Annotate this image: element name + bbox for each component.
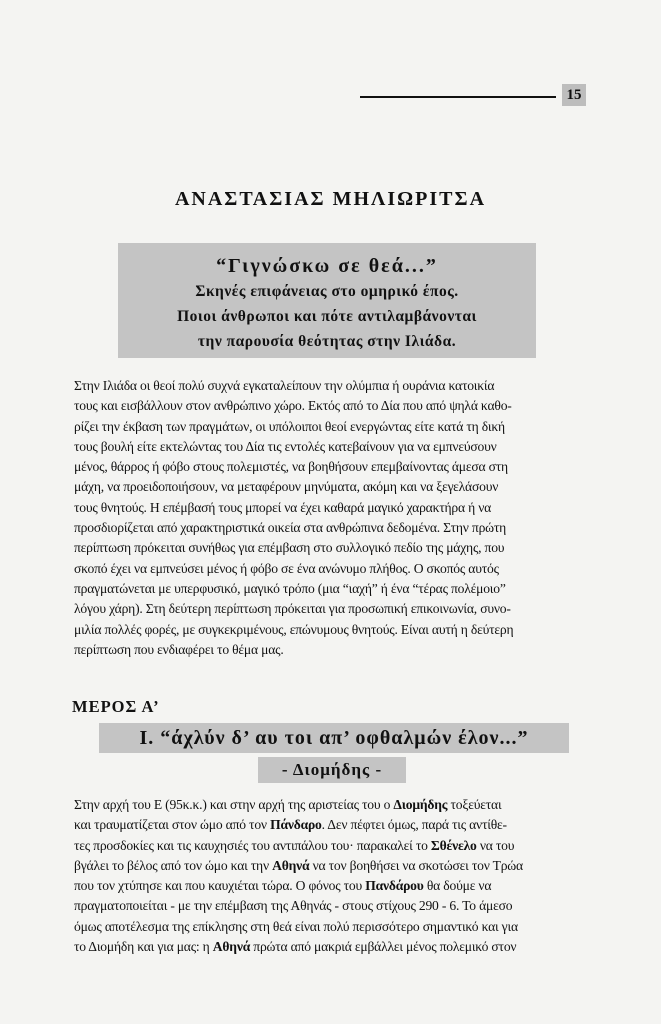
text-line: Στην αρχή του Ε (95κ.κ.) και στην αρχή της αριστείας του ο Διομήδης τοξεύεται [74,797,502,812]
text-line: πραγματώνεται με υπερφυσικό, μαγικό τρόπο (μια “ιαχή” ή ένα “τέρας πολέμοιο” [74,580,506,596]
hero-name: - Διομήδης - [258,757,406,783]
text-line: όμως αποτέλεσμα της επίκλησης στη θεά είναι πολύ περισσότερο σημαντικό και για [74,918,518,934]
author-name: ΑΝΑΣΤΑΣΙΑΣ ΜΗΛΙΩΡΙΤΣΑ [174,188,487,210]
subtitle-line: Σκηνές επιφάνειας στο ομηρικό έπος. [195,283,459,300]
text-line: σκοπό έχει να εμπνεύσει μένος ή φόβο σε ένα ανώνυμο πλήθος. Ο σκοπός αυτός [74,560,499,576]
section-label: ΜΕΡΟΣ Α’ [72,697,160,716]
text-line: ρίζει την έκβαση των πραγμάτων, οι υπόλοιποι θεοί ενεργώντας είτε κατά τη δική [74,418,505,434]
title-quote: “Γιγνώσκω σε θεά...” [216,255,438,277]
subtitle-line: Ποιοι άνθρωποι και πότε αντιλαμβάνονται [177,308,477,325]
chapter-title: Ι. “άχλύν δ’ αυ τοι απ’ οφθαλμών έλον...” [99,723,569,753]
text-line: περίπτωση πρόκειται συνήθως για επέμβαση στο συλλογικό πεδίο της μάχης, που [74,540,505,556]
text-line: πραγματοποιείται - με την επέμβαση της Αθηνάς - στους στίχους 290 - 6. Το άμεσο [74,898,513,914]
name-emphasis: Διομήδης [393,797,448,812]
text-line: και τραυματίζεται στον ώμο από τον Πάνδαρο. Δεν πέφτει όμως, παρά τις αντίθε- [74,817,507,833]
text-line: Στην Ιλιάδα οι θεοί πολύ συχνά εγκαταλείπουν την ολύμπια ή ουράνια κατοικία [74,378,495,393]
page-number: 15 [562,84,586,106]
text-line: που τον χτύπησε και που καυχιέται τώρα. Ο φόνος του Πανδάρου θα δούμε να [74,878,492,894]
name-emphasis: Αθηνά [212,939,251,955]
text-line: βγάλει το βέλος από τον ώμο και την Αθηνά να τον βοηθήσει να σκοτώσει τον Τρώα [74,857,523,873]
text-line: μάχη, να προειδοποιήσουν, να μεταφέρουν μηνύματα, ακόμη και να ξεγελάσουν [74,479,499,495]
name-emphasis: Πανδάρου [365,878,424,894]
text-line: προσδιορίζεται από χαρακτηριστικά οικεία στα ανθρώπινα δεδομένα. Στην πρώτη [74,520,507,536]
text-line: τες προσδοκίες και τις καυχησιές του αντιπάλου του· παρακαλεί το Σθένελο να του [74,837,515,853]
text-line: τους βουλή είτε εκτελώντας του Δία τις εντολές κατεβαίνουν για να εμπνεύσουν [74,438,497,454]
text-line: τους και εισβάλλουν στον ανθρώπινο χώρο. Εκτός από το Δία που από ψηλά καθο- [74,398,512,414]
text-line: μιλία πολλές φορές, με συγκεκριμένους, επώνυμους θνητούς. Είναι αυτή η δεύτερη [74,621,514,637]
text-line: το Διομήδη και για μας: η Αθηνά πρώτα από μακριά εμβάλλει μένος πολεμικό στον [74,939,517,955]
subtitle-line: την παρουσία θεότητας στην Ιλιάδα. [197,333,457,350]
header-rule [360,96,556,98]
text-line: περίπτωση που ενδιαφέρει το θέμα μας. [74,641,284,657]
text-line: λόγου χάρη). Στη δεύτερη περίπτωση πρόκειται για προσωπική επικοινωνία, συνο- [74,601,511,617]
name-emphasis: Πάνδαρο [270,817,322,833]
name-emphasis: Αθηνά [272,857,310,873]
chapter-paragraph [74,795,588,957]
intro-paragraph [74,376,588,660]
name-emphasis: Σθένελο [430,837,477,853]
text-line: τους θνητούς. Η επέμβασή τους μπορεί να έχει καθαρά μαγικό χαρακτήρα ή να [74,499,492,515]
title-block [118,243,536,358]
text-line: μένος, θάρρος ή φόβο στους πολεμιστές, να βοηθήσουν επεμβαίνοντας άμεσα στη [74,459,508,475]
